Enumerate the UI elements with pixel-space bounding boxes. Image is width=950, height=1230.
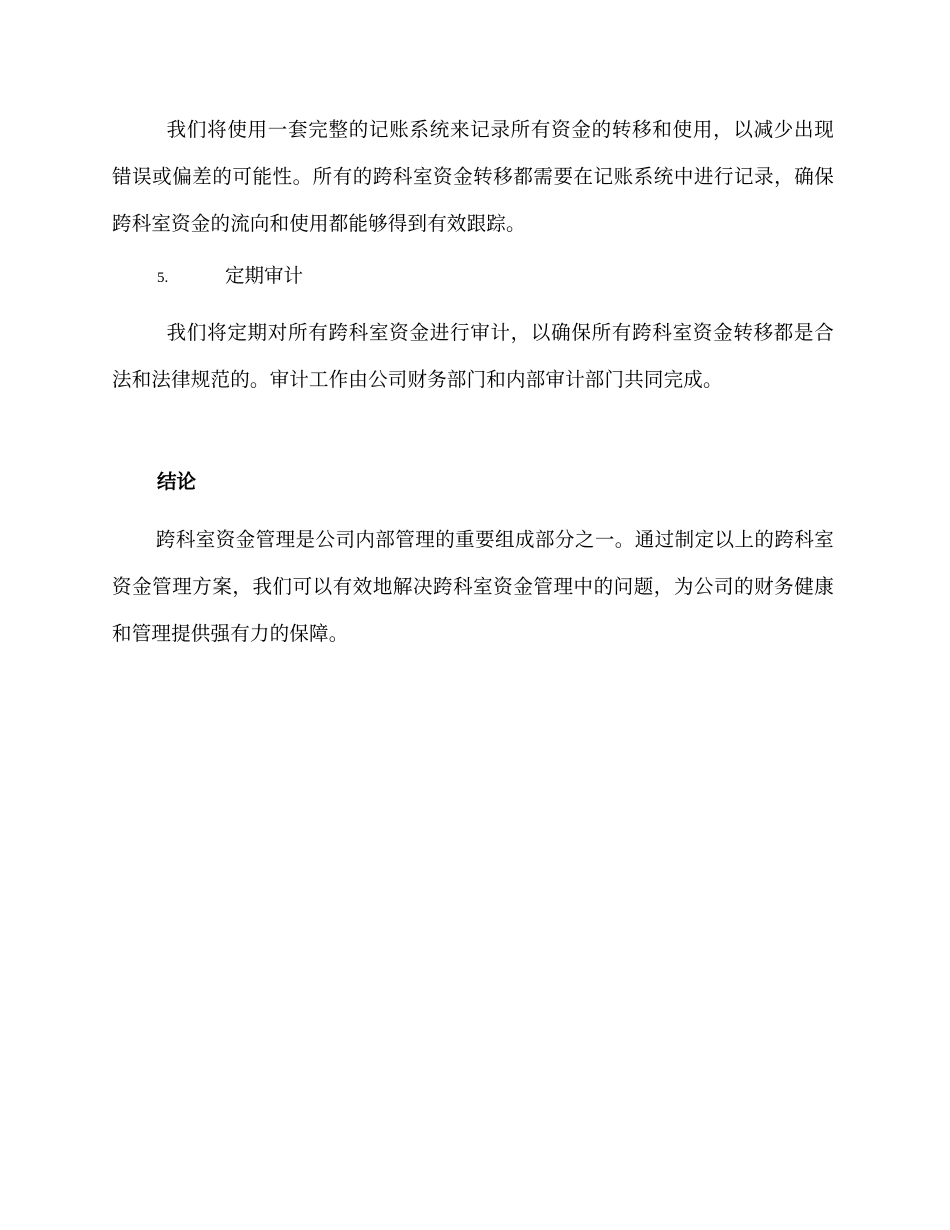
section-5-heading: [157, 252, 303, 299]
section-title: 定期审计: [225, 264, 304, 287]
conclusion-paragraph: 跨科室资金管理是公司内部管理的重要组成部分之一。通过制定以上的跨科室资金管理方案，我们可以有效地解决跨科室资金管理中的问题，为公司的财务健康和管理提供强有力的保障。: [112, 528, 834, 645]
section-number: 5.: [157, 270, 169, 286]
audit-paragraph: 我们将定期对所有跨科室资金进行审计，以确保所有跨科室资金转移都是合法和法律规范的。审计工作由公司财务部门和内部审计部门共同完成。: [112, 321, 834, 391]
conclusion-heading: 结论: [157, 470, 197, 493]
accounting-system-paragraph: 我们将使用一套完整的记账系统来记录所有资金的转移和使用，以减少出现错误或偏差的可能性。所有的跨科室资金转移都需要在记账系统中进行记录，确保跨科室资金的流向和使用都能够得到有效跟踪。: [112, 118, 834, 235]
